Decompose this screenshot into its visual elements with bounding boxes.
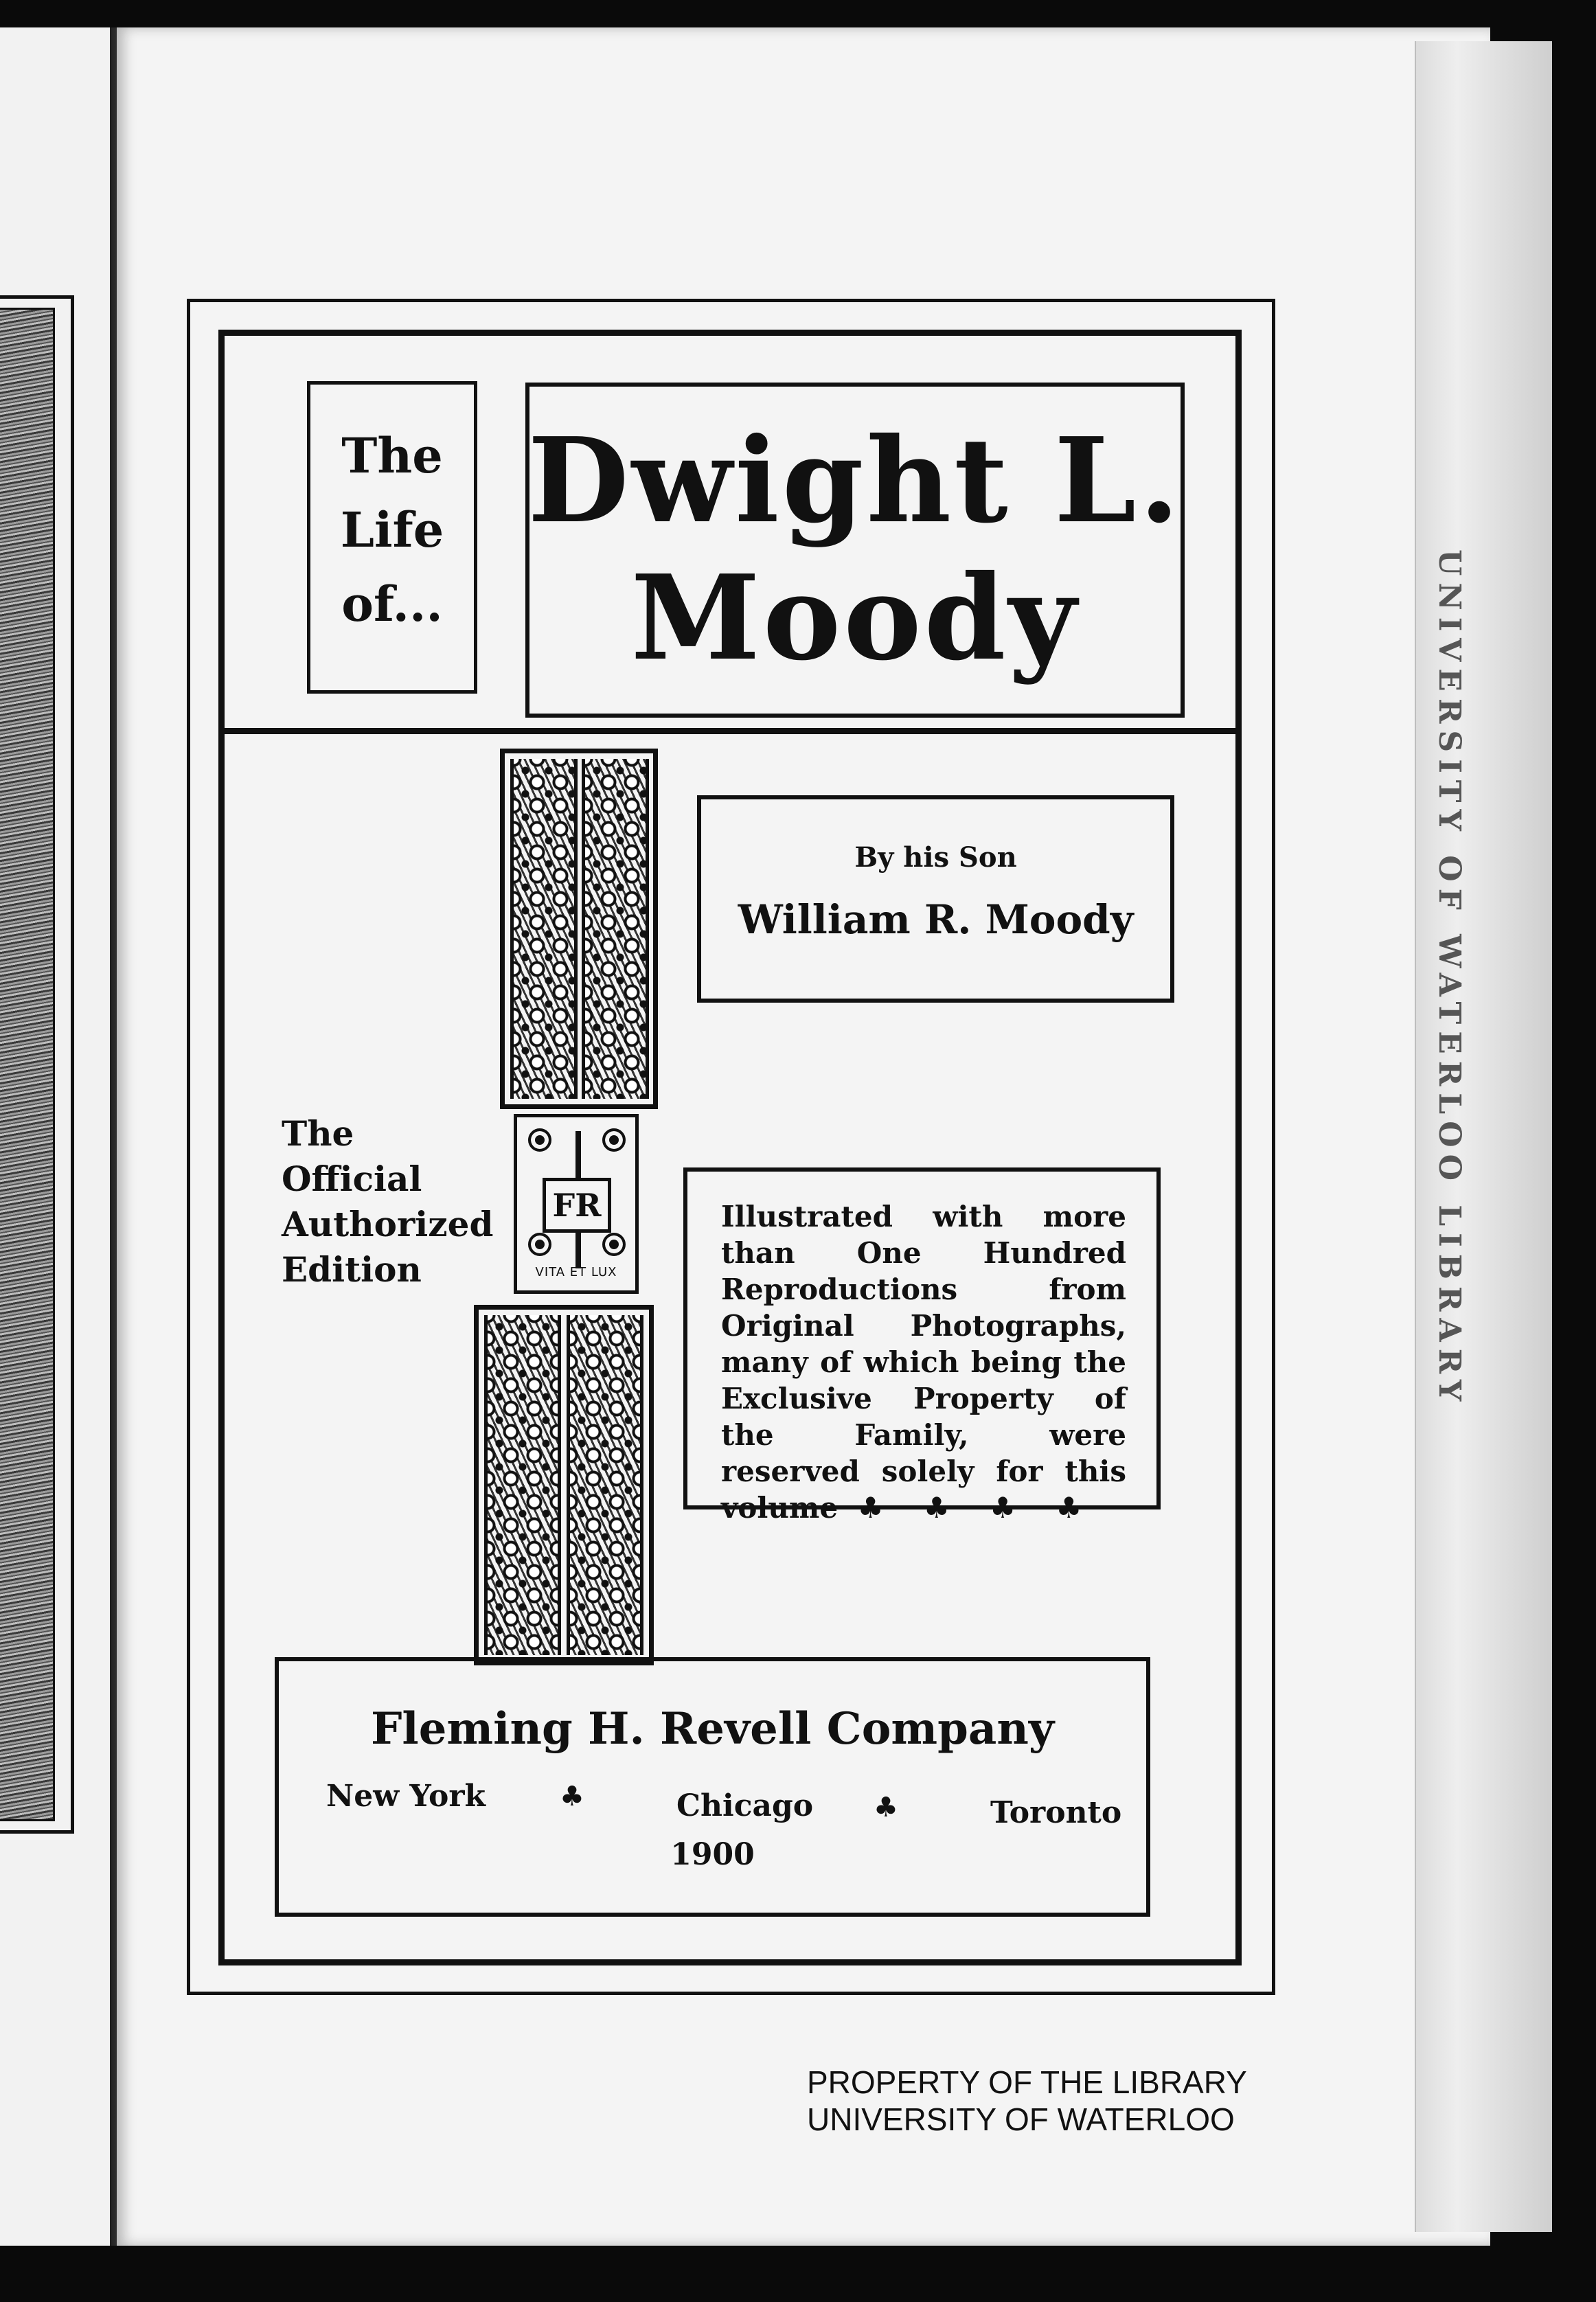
emblem-monogram: FR (552, 1187, 602, 1224)
clover-ornaments: ♣ ♣ ♣ ♣ (857, 1491, 1097, 1525)
publication-year: 1900 (670, 1837, 755, 1872)
rose-ornament (528, 1128, 551, 1152)
life-of-line: The (341, 427, 443, 484)
author-name: William R. Moody (738, 896, 1134, 943)
ornament-strip (567, 1315, 643, 1655)
publisher-city: Toronto (990, 1795, 1122, 1830)
edge-library-stamp: UNIVERSITY OF WATERLOO LIBRARY (1432, 549, 1467, 1409)
life-of-line: of... (341, 576, 443, 633)
library-stamp-line: UNIVERSITY OF WATERLOO (807, 2101, 1235, 2137)
subject-name-line: Dwight L. (527, 412, 1183, 549)
clover-separator: ♣ (874, 1791, 898, 1823)
edition-line: The (282, 1113, 354, 1154)
edition-line: Authorized (282, 1204, 494, 1244)
rose-ornament (602, 1128, 626, 1152)
header-divider (218, 728, 1242, 734)
subject-name-line: Moody (630, 549, 1080, 687)
publisher-city: Chicago (676, 1788, 814, 1823)
rose-ornament (602, 1233, 626, 1256)
illustration-note-text: Illustrated with more than One Hundred Reproductions from Original Photographs, many of which being the Exclusive Property of the Family, were reserved solely for this volume (721, 1200, 1126, 1525)
ornamental-panel-bottom (474, 1305, 654, 1665)
ornament-strip (484, 1315, 561, 1655)
ornament-strip (582, 759, 649, 1099)
life-of-line: Life (340, 501, 444, 558)
edition-line: Edition (282, 1249, 422, 1290)
illustration-note (721, 1198, 1126, 1526)
subject-name (525, 412, 1185, 687)
library-stamp (807, 2064, 1288, 2138)
life-of-label (307, 419, 477, 641)
publisher-name: Fleming H. Revell Company (370, 1703, 1055, 1755)
publisher-city: New York (326, 1779, 486, 1814)
ornament-strip (510, 759, 578, 1099)
author-byline: By his Son (854, 841, 1017, 874)
ornamental-panel-top (500, 749, 658, 1109)
library-stamp-line: PROPERTY OF THE LIBRARY (807, 2064, 1247, 2100)
edition-label (282, 1111, 494, 1292)
emblem-motto: VITA ET LUX (535, 1265, 617, 1279)
facing-page-engraving (0, 308, 55, 1821)
edition-line: Official (282, 1159, 422, 1199)
rose-ornament (528, 1233, 551, 1256)
clover-separator: ♣ (560, 1780, 584, 1812)
